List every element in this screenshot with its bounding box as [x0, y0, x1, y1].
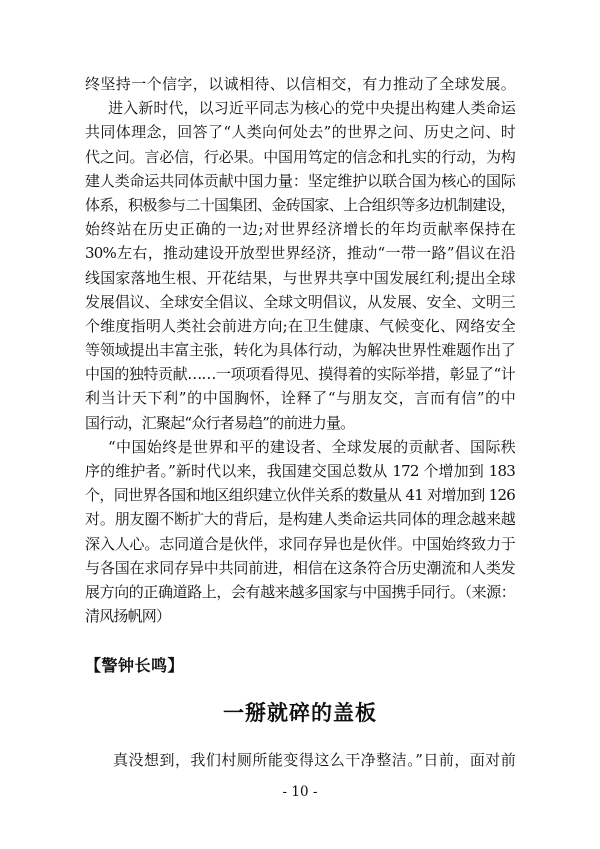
body-text-line: 利当计天下利”的中国胸怀，诠释了“与朋友交，言而有信”的中 [85, 389, 515, 408]
body-text-line: 建人类命运共同体贡献中国力量：坚定维护以联合国为核心的国际 [85, 171, 515, 190]
body-text-line: 中国的独特贡献……一项项看得见、摸得着的实际举措，彰显了“计 [85, 365, 515, 384]
article-title: 一掰就碎的盖板 [223, 700, 377, 726]
body-text-line: 共同体理念，回答了“人类向何处去”的世界之问、历史之问、时 [85, 123, 515, 142]
body-text-line: 个维度指明人类社会前进方向;在卫生健康、气候变化、网络安全 [85, 316, 515, 335]
section-header: 【警钟长鸣】 [85, 656, 185, 676]
body-text-line: 进入新时代，以习近平同志为核心的党中央提出构建人类命运 [108, 99, 515, 118]
body-text-line: 与各国在求同存异中共同前进，相信在这条符合历史潮流和人类发 [85, 558, 515, 577]
body-text-line: 始终站在历史正确的一边;对世界经济增长的年均贡献率保持在 [85, 220, 515, 239]
body-text-line: 序的维护者。”新时代以来，我国建交国总数从 172 个增加到 183 [85, 462, 515, 480]
body-text-line: 代之问。言必信，行必果。中国用笃定的信念和扎实的行动，为构 [85, 147, 515, 166]
body-text-line: 终坚持一个信字，以诚相待、以信相交，有力推动了全球发展。 [85, 75, 515, 93]
body-text-line: “中国始终是世界和平的建设者、全球发展的贡献者、国际秩 [108, 437, 515, 456]
body-text-line: 线国家落地生根、开花结果，与世界共享中国发展红利;提出全球 [85, 268, 515, 287]
page-number: - 10 - [282, 784, 318, 800]
document-content [85, 72, 515, 773]
body-text-line: 体系，积极参与二十国集团、金砖国家、上合组织等多边机制建设， [85, 195, 515, 214]
body-text-line: 等领域提出丰富主张，转化为具体行动，为解决世界性难题作出了 [85, 341, 515, 360]
body-text-line: 清风扬帆网） [85, 607, 171, 626]
body-text-line: 个，同世界各国和地区组织建立伙伴关系的数量从 41 对增加到 126 [85, 486, 515, 505]
body-text-line: 发展倡议、全球安全倡议、全球文明倡议，从发展、安全、文明三 [85, 292, 515, 311]
body-text-line: 国行动，汇聚起“众行者易趋”的前进力量。 [85, 413, 355, 432]
body-text-line: 展方向的正确道路上，会有越来越多国家与中国携手同行。（来源： [85, 582, 515, 601]
body-text-line: 30%左右，推动建设开放型世界经济，推动“一带一路”倡议在沿 [85, 244, 515, 263]
body-text-line: 对。朋友圈不断扩大的背后，是构建人类命运共同体的理念越来越 [85, 510, 515, 529]
article-paragraph-line: 真没想到，我们村厕所能变得这么干净整洁。”日前，面对前 [113, 751, 515, 770]
body-text-line: 深入人心。志同道合是伙伴，求同存异也是伙伴。中国始终致力于 [85, 534, 515, 553]
